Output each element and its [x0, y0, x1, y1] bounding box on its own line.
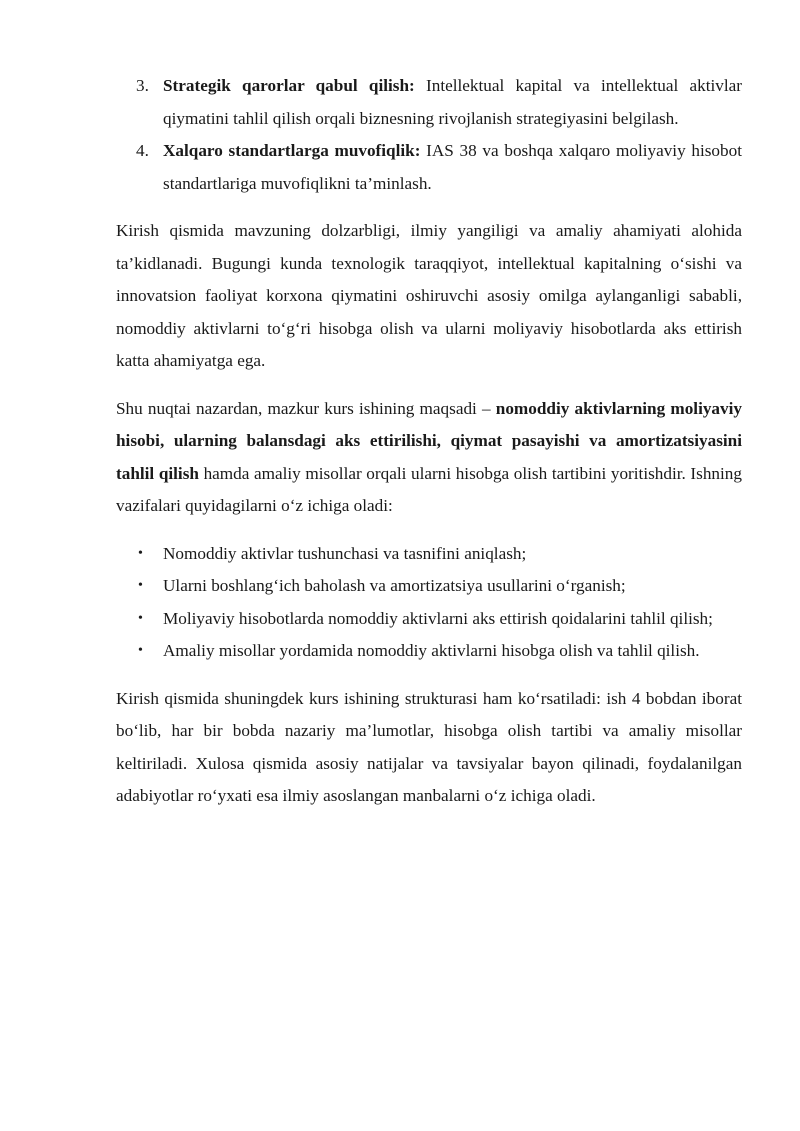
list-item-text: Moliyaviy hisobotlarda nomoddiy aktivlarni aks ettirish qoidalarini tahlil qilish;: [163, 608, 713, 628]
item-heading: Xalqaro standartlarga muvofiqlik:: [163, 141, 421, 160]
list-item-text: Ularni boshlang‘ich baholash va amortizatsiya usullarini o‘rganish;: [163, 576, 626, 595]
list-item: [116, 635, 742, 668]
list-item-text: Nomoddiy aktivlar tushunchasi va tasnifini aniqlash;: [163, 543, 527, 563]
list-item: [116, 603, 742, 636]
bullet-icon: •: [138, 643, 143, 658]
item-text: IAS 38 va boshqa xalqaro moliyaviy hisobot standartlariga muvofiqlikni ta’minlash.: [163, 141, 742, 193]
list-item-text: Amaliy misollar yordamida nomoddiy aktivlarni hisobga olish va tahlil qilish.: [163, 641, 700, 660]
numbered-item: [116, 135, 742, 200]
goal-tail-text: hamda amaliy misollar orqali ularni hisobga olish tartibini yoritishdir. Ishning vazifalari quyidagilarni o‘z ichiga oladi:: [116, 463, 742, 515]
item-number: 4.: [136, 141, 149, 160]
intro-paragraph: Kirish qismida mavzuning dolzarbligi, ilmiy yangiligi va amaliy ahamiyati alohida ta’kidlanadi. Bugungi kunda texnologik taraqqiyot, intellektual kapitalning o‘sishi va innovatsion faoliyat korxona qiymatini oshiruvchi asosiy omilga aylanganligi sababli, nomoddiy aktivlarni to‘g‘ri hisobga olish va ularni moliyaviy hisobotlarda aks ettirish katta ahamiyatga ega.: [116, 221, 742, 370]
bullet-icon: •: [138, 578, 143, 593]
item-number: 3.: [136, 76, 149, 95]
numbered-list: [116, 70, 742, 200]
bullet-icon: •: [138, 545, 143, 561]
document-page: [116, 70, 742, 813]
goal-paragraph: [116, 393, 742, 523]
goal-lead-text: Shu nuqtai nazardan, mazkur kurs ishining maqsadi –: [116, 398, 496, 418]
list-item: [116, 570, 742, 603]
bullet-icon: •: [138, 610, 143, 626]
item-text: Intellektual kapital va intellektual aktivlar qiymatini tahlil qilish orqali biznesning rivojlanish strategiyasini belgilash.: [163, 76, 742, 128]
tasks-list: [116, 538, 742, 668]
structure-paragraph: Kirish qismida shuningdek kurs ishining strukturasi ham ko‘rsatiladi: ish 4 bobdan iborat bo‘lib, har bir bobda nazariy ma’lumotlar, hisobga olish tartibi va amaliy misollar keltiriladi. Xulosa qismida asosiy natijalar va tavsiyalar bayon qilinadi, foydalanilgan adabiyotlar ro‘yxati esa ilmiy asoslangan manbalarni o‘z ichiga oladi.: [116, 688, 742, 805]
goal-bold-text: nomoddiy aktivlarning moliyaviy hisobi, ularning balansdagi aks ettirilishi, qiymat pasayishi va amortizatsiyasini tahlil qilish: [116, 398, 742, 483]
numbered-item: [116, 70, 742, 135]
item-heading: Strategik qarorlar qabul qilish:: [163, 76, 415, 95]
list-item: [116, 538, 742, 571]
